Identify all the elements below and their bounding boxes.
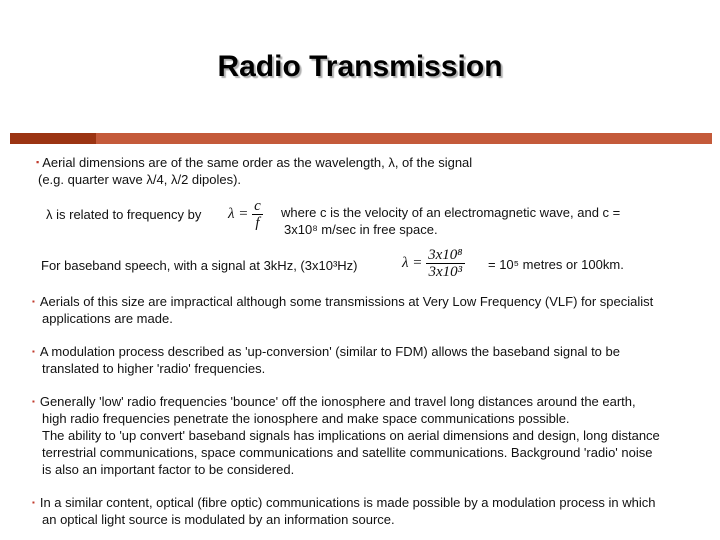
velocity-note-line-1: where c is the velocity of an electromagnetic wave, and c = xyxy=(281,205,621,220)
baseband-fraction xyxy=(426,247,464,280)
wavelength-eq-denominator: f xyxy=(255,215,260,231)
baseband-eq-denominator: 3x10³ xyxy=(428,264,463,280)
wavelength-eq-lhs: λ = xyxy=(228,205,249,222)
bullet-1-line-2: applications are made. xyxy=(42,311,173,326)
slide-title: Radio Transmission xyxy=(217,50,503,83)
baseband-eq-numerator: 3x10⁸ xyxy=(428,247,463,263)
baseband-result: = 10⁵ metres or 100km. xyxy=(488,257,624,272)
bullet-3-line-2: high radio frequencies penetrate the ionosphere and make space communications possible. xyxy=(42,411,570,426)
bullet-icon: ▪ xyxy=(36,157,40,167)
bullet-3-line-5: is also an important factor to be considered. xyxy=(42,462,295,477)
bullet-icon: ▪ xyxy=(32,297,35,306)
bullet-item xyxy=(32,293,653,327)
velocity-note xyxy=(281,204,620,238)
bullet-item xyxy=(32,494,655,528)
velocity-note-line-2: 3x10⁸ m/sec in free space. xyxy=(284,222,438,237)
intro-line-2: (e.g. quarter wave λ/4, λ/2 dipoles). xyxy=(38,172,242,187)
baseband-label: For baseband speech, with a signal at 3kHz, (3x10³Hz) xyxy=(41,258,358,273)
bullet-3-line-4: terrestrial communications, space communications and satellite communications. Background 'radio' noise xyxy=(42,445,653,460)
bullet-icon: ▪ xyxy=(32,498,35,507)
bullet-icon: ▪ xyxy=(32,347,35,356)
bullet-icon: ▪ xyxy=(32,397,35,406)
baseband-eq-lhs: λ = xyxy=(402,254,423,271)
wavelength-equation xyxy=(228,198,263,231)
bullet-item xyxy=(32,393,660,478)
bullet-3-line-1: Generally 'low' radio frequencies 'bounce' off the ionosphere and travel long distances around the earth, xyxy=(39,394,636,409)
bullet-4-line-2: an optical light source is modulated by an information source. xyxy=(42,512,395,527)
bullet-3-line-3: The ability to 'up convert' baseband signals has implications on aerial dimensions and design, long distance xyxy=(42,428,660,443)
wavelength-fraction xyxy=(252,198,263,231)
bullet-item xyxy=(32,343,620,377)
intro-line-1: Aerial dimensions are of the same order as the wavelength, λ, of the signal xyxy=(42,155,473,170)
bullet-1-line-1: Aerials of this size are impractical although some transmissions at Very Low Frequency (VLF) for specialist xyxy=(39,294,654,309)
bullet-2-line-2: translated to higher 'radio' frequencies. xyxy=(42,361,266,376)
bullet-2-line-1: A modulation process described as 'up-conversion' (similar to FDM) allows the baseband signal to be xyxy=(39,344,620,359)
bullet-4-line-1: In a similar content, optical (fibre optic) communications is made possible by a modulation process in which xyxy=(39,495,656,510)
intro-paragraph xyxy=(36,154,472,188)
title-divider xyxy=(10,133,712,144)
baseband-equation xyxy=(402,247,465,280)
wavelength-eq-numerator: c xyxy=(254,198,261,214)
divider-light-segment xyxy=(96,133,712,144)
relation-label: λ is related to frequency by xyxy=(46,207,202,222)
divider-dark-segment xyxy=(10,133,96,144)
